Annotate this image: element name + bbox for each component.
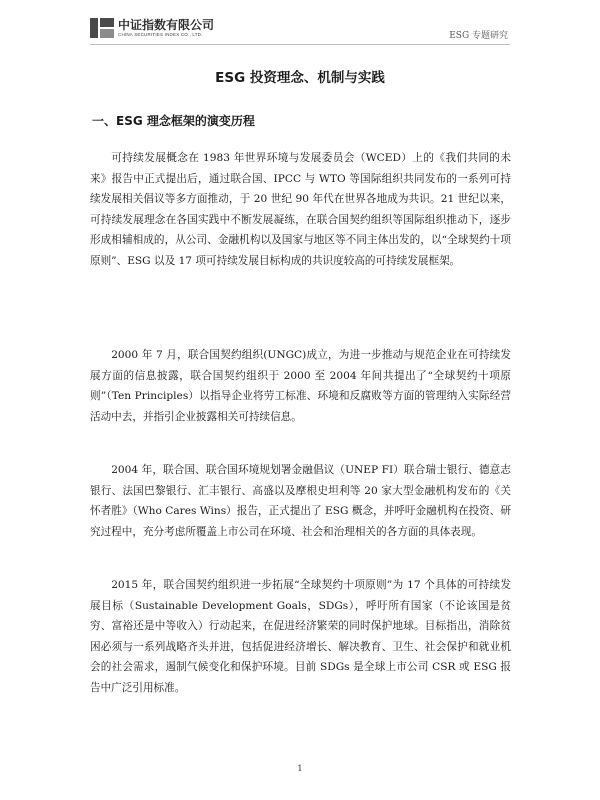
section-heading: 一、ESG 理念框架的演变历程 (92, 114, 255, 128)
page-header (90, 14, 510, 45)
paragraph-4: 2015 年，联合国契约组织进一步拓展“全球契约十项原则”为 17 个具体的可持续发展目标（Sustainable Development Goals，SDGs），呼吁所有国家（不论该国是贫穷、富裕还是中等收入）行动起来，在促进经济繁荣的同时保护地球。目标指出，消除贫困必须与一系列战略齐头并进，包括促进经济增长、解决教育、卫生、社会保护和就业机会的社会需求，遏制气候变化和保护环境。目前 SDGs 是全球上市公司 CSR 或 ESG 报告中广泛引用标准。 (90, 579, 511, 694)
paragraph-1: 可持续发展概念在 1983 年世界环境与发展委员会（WCED）上的《我们共同的未来》报告中正式提出后，通过联合国、IPCC 与 WTO 等国际组织共同发布的一系列可持续发展相关倡议等多方面推动，于 20 世纪 90 年代在世界各地成为共识。21 世纪以来，可持续发展理念在各国实践中不断发展凝练，在联合国契约组织等国际组织推动下，逐步形成相辅相成的，从公司、金融机构以及国家与地区等不同主体出发的，以“全球契约十项原则”、ESG 以及 17 项可持续发展目标构成的共识度较高的可持续发展框架。 (90, 152, 511, 267)
page-number: 1 (297, 764, 303, 774)
company-logo (90, 14, 214, 42)
logo-english-name: CHINA SECURITIES INDEX CO., LTD. (118, 31, 203, 37)
paragraph-2: 2000 年 7 月，联合国契约组织(UNGC)成立，为进一步推动与规范企业在可持续发展方面的信息披露，联合国契约组织于 2000 至 2004 年间共提出了“全球契约十项原则”（Ten Principles）以指导企业将劳工标准、环境和反腐败等方面的管理纳入实际经营活动中去，并指引企业披露相关可持续信息。 (90, 349, 511, 423)
logo-chinese-name: 中证指数有限公司 (118, 17, 215, 32)
document-title: ESG 投资理念、机制与实践 (215, 70, 385, 86)
logo-mark-icon (90, 16, 114, 40)
header-topic-label: ESG 专题研究 (449, 31, 508, 41)
paragraph-3: 2004 年，联合国、联合国环境规划署金融倡议（UNEP FI）联合瑞士银行、德意志银行、法国巴黎银行、汇丰银行、高盛以及摩根史坦利等 20 家大型金融机构发布的《关怀者胜》（Who Cares Wins）报告，正式提出了 ESG 概念，并呼吁金融机构在投资、研究过程中，充分考虑所覆盖上市公司在环境、社会和治理相关的各方面的具体表现。 (90, 464, 511, 538)
